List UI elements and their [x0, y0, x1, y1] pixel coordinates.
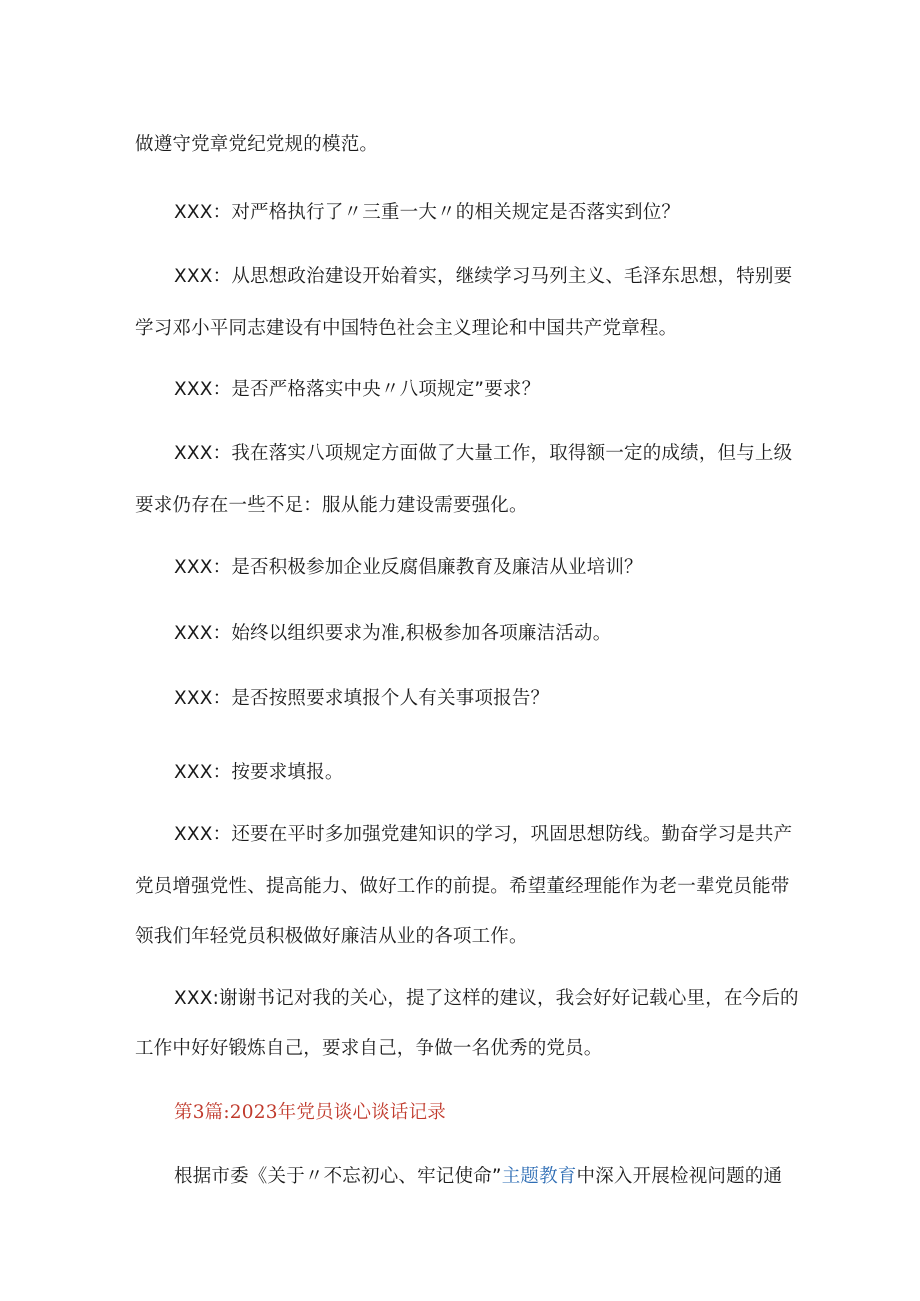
section-heading: 第3篇:2023年党员谈心谈话记录: [174, 1102, 446, 1123]
paragraph-line: 学习邓小平同志建设有中国特色社会主义理论和中国共产党章程。: [135, 318, 678, 339]
paragraph-line: 要求仍存在一些不足：服从能力建设需要强化。: [135, 495, 528, 516]
paragraph-line: XXX：我在落实八项规定方面做了大量工作，取得额一定的成绩，但与上级: [174, 443, 793, 464]
paragraph-line: XXX：是否按照要求填报个人有关事项报告？: [174, 688, 550, 709]
paragraph-line: XXX:谢谢书记对我的关心，提了这样的建议，我会好好记载心里，在今后的: [174, 988, 799, 1009]
paragraph-line: XXX：是否积极参加企业反腐倡廉教育及廉洁从业培训？: [174, 557, 643, 578]
paragraph-line: XXX：按要求填报。: [174, 762, 344, 783]
paragraph-line: XXX：对严格执行了〃三重一大〃的相关规定是否落实到位？: [174, 202, 681, 223]
paragraph-line: XXX：始终以组织要求为准,积极参加各项廉洁活动。: [174, 623, 612, 644]
paragraph-line: 做遵守党章党纪党规的模范。: [135, 134, 379, 155]
paragraph-line: 工作中好好锻炼自己，要求自己，争做一名优秀的党员。: [135, 1038, 603, 1059]
paragraph-line: 党员增强党性、提高能力、做好工作的前提。希望董经理能作为老一辈党员能带: [135, 876, 790, 897]
paragraph-line: 领我们年轻党员积极做好廉洁从业的各项工作。: [135, 926, 528, 947]
paragraph-line: XXX：是否严格落实中央〃八项规定”要求？: [174, 379, 541, 400]
paragraph-text: 根据市委《关于〃不忘初心、牢记使命”: [174, 1166, 502, 1187]
paragraph-line: XXX：还要在平时多加强党建知识的学习，巩固思想防线。勤奋学习是共产: [174, 824, 793, 845]
topic-education-link[interactable]: 主题教育: [501, 1166, 577, 1187]
paragraph-line: XXX：从思想政治建设开始着实，继续学习马列主义、毛泽东思想，特别要: [174, 266, 793, 287]
paragraph-line: [0, 1164, 920, 1190]
paragraph-text: 中深入开展检视问题的通: [576, 1166, 783, 1187]
